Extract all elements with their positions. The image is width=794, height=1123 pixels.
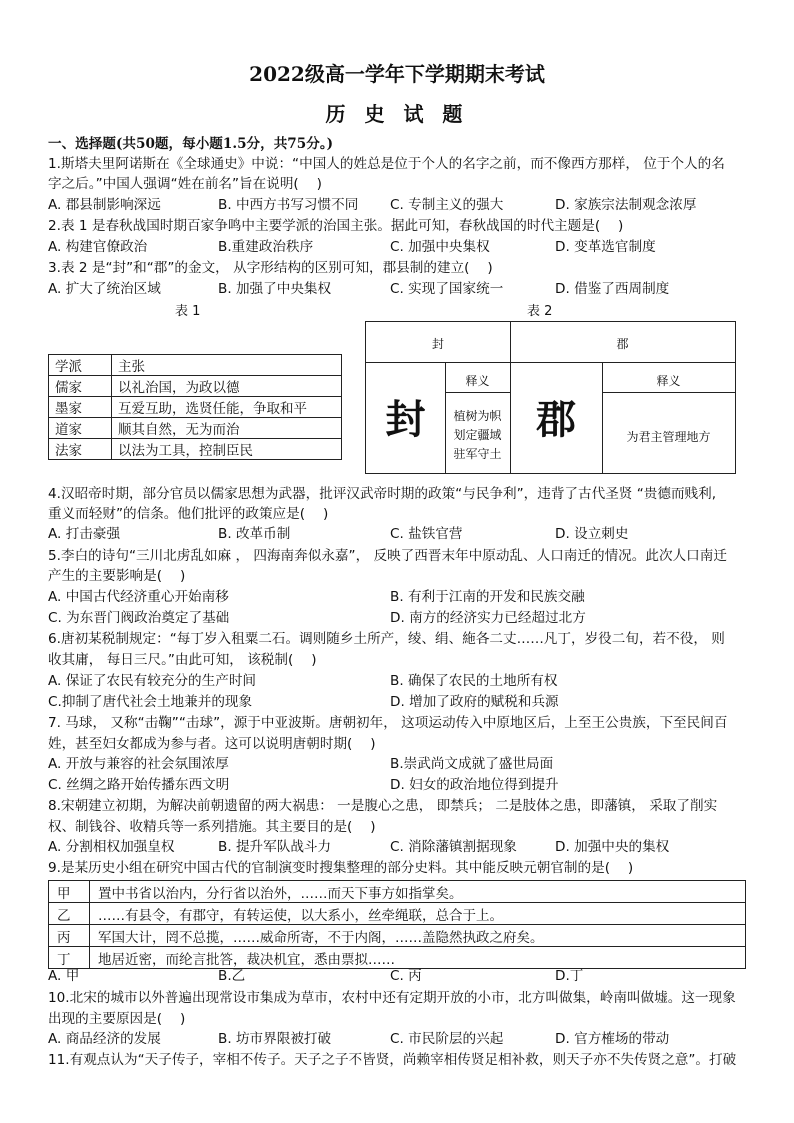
q1-stem-line1: 1.斯塔夫里阿诺斯在《全球通史》中说：“中国人的姓总是位于个人的名字之前，而不像西方那样， 位于个人的名	[48, 156, 725, 172]
q8-stem-line1: 8.宋朝建立初期，为解决前朝遗留的两大祸患： 一是腹心之患， 即禁兵； 二是肢体之患，即藩镇， 采取了削实	[48, 798, 718, 814]
q2-option-c: C. 加强中央集权	[390, 239, 490, 255]
q4-option-c: C. 盐铁官营	[390, 526, 463, 542]
q4-stem-line1: 4.汉昭帝时期，部分官员以儒家思想为武器，批评汉武帝时期的政策“与民争利”，违背了古代圣贤 “贵德而贱利,	[48, 486, 717, 502]
q2-stem: 2.表 1 是春秋战国时期百家争鸣中主要学派的治国主张。据此可知，春秋战国的时代主题是( )	[48, 218, 624, 234]
q3-option-d: D. 借鉴了西周制度	[555, 281, 670, 297]
q5-option-a: A. 中国古代经济重心开始南移	[48, 589, 229, 605]
table-cell: 顺其自然，无为而治	[112, 418, 342, 439]
q9-option-c: C. 丙	[390, 968, 422, 984]
table-row	[49, 925, 746, 947]
q5-option-c: C. 为东晋门阀政治奠定了基础	[48, 610, 230, 626]
table-divider	[366, 362, 735, 363]
q6-option-c: C.抑制了唐代社会土地兼并的现象	[48, 694, 253, 710]
q4-option-d: D. 设立刺史	[555, 526, 629, 542]
q7-option-a: A. 开放与兼容的社会氛围浓厚	[48, 756, 229, 772]
q2-option-a: A. 构建官僚政治	[48, 239, 148, 255]
q9-source-table	[48, 880, 746, 969]
q7-stem-line2: 姓，甚至妇女都成为参与者。这可以说明唐朝时期( )	[48, 736, 376, 752]
q6-stem-line1: 6.唐初某税制规定：“每丁岁入租粟二石。调则随乡土所产，绫、绢、絁各二丈……凡丁，岁役二旬，若不役， 则	[48, 631, 725, 647]
table-row	[49, 355, 342, 376]
q2-option-d: D. 变革选官制度	[555, 239, 656, 255]
q8-stem-line2: 权、制钱谷、收精兵等一系列措施。其主要目的是( )	[48, 819, 376, 835]
q1-stem-line2: 字之后。”中国人强调“姓在前名”旨在说明( )	[48, 176, 322, 192]
q5-option-b: B. 有利于江南的开发和民族交融	[390, 589, 585, 605]
table-cell: 儒家	[49, 376, 112, 397]
table-cell: 甲	[49, 881, 90, 903]
table-cell: 互爱互助，选贤任能，争取和平	[112, 397, 342, 418]
q8-option-c: C. 消除藩镇割据现象	[390, 839, 517, 855]
q5-stem-line2: 产生的主要影响是( )	[48, 568, 186, 584]
section-heading: 一、选择题(共50题，每小题1.5分，共75分。)	[48, 136, 334, 152]
q7-option-b: B.崇武尚文成就了盛世局面	[390, 756, 554, 772]
jun-meaning: 为君主管理地方	[626, 430, 711, 444]
exam-title: 2022级高一学年下学期期末考试	[249, 62, 545, 86]
q9-option-d: D.丁	[555, 968, 584, 984]
table1	[48, 354, 342, 460]
table-cell: 法家	[49, 439, 112, 460]
table1-caption: 表 1	[175, 304, 201, 319]
table-row	[49, 397, 342, 418]
exam-subtitle: 历 史 试 题	[325, 102, 469, 126]
q10-option-d: D. 官方榷场的带动	[555, 1031, 670, 1047]
q1-option-a: A. 郡县制影响深远	[48, 197, 161, 213]
table-row	[49, 439, 342, 460]
table-cell: 以礼治国，为政以德	[112, 376, 342, 397]
q3-option-b: B. 加强了中央集权	[218, 281, 332, 297]
q3-stem: 3.表 2 是“封”和“郡”的金文， 从字形结构的区别可知，郡县制的建立( )	[48, 260, 493, 276]
feng-meaning-line: 驻军守土	[453, 447, 502, 461]
table-row	[49, 881, 746, 903]
q6-option-d: D. 增加了政府的赋税和兵源	[390, 694, 559, 710]
table-cell: 丙	[49, 925, 90, 947]
q1-option-d: D. 家族宗法制观念浓厚	[555, 197, 697, 213]
table2-label: 释义	[656, 374, 681, 388]
table-cell: 学派	[49, 355, 112, 376]
q10-option-b: B. 坊市界限被打破	[218, 1031, 332, 1047]
q9-option-a: A. 甲	[48, 968, 80, 984]
feng-bronze-glyph: 封	[385, 396, 426, 443]
q5-stem-line1: 5.李白的诗句“三川北虏乱如麻 ， 四海南奔似永嘉”， 反映了西晋末年中原动乱、人口南迁的情况。此次人口南迁	[48, 548, 727, 564]
table-row	[49, 903, 746, 925]
table2	[365, 321, 736, 474]
table-row	[49, 376, 342, 397]
table-cell: 以法为工具，控制臣民	[112, 439, 342, 460]
q6-option-b: B. 确保了农民的土地所有权	[390, 673, 558, 689]
table-divider	[602, 392, 735, 393]
table-cell: 乙	[49, 903, 90, 925]
feng-meaning-line: 植树为帜	[453, 409, 502, 423]
jun-bronze-glyph: 郡	[536, 396, 576, 443]
q6-stem-line2: 收其庸， 每日三尺。”由此可知， 该税制( )	[48, 652, 317, 668]
q4-stem-line2: 重义而轻财”的信条。他们批评的政策应是( )	[48, 506, 329, 522]
q8-option-a: A. 分割相权加强皇权	[48, 839, 175, 855]
q8-option-b: B. 提升军队战斗力	[218, 839, 332, 855]
table-cell: 置中书省以治内，分行省以治外，……而天下事方如指掌矣。	[90, 881, 746, 903]
table-cell: 地居近密，而纶言批答，裁决机宜，悉由票拟……	[90, 947, 746, 969]
q3-option-c: C. 实现了国家统一	[390, 281, 504, 297]
q7-option-c: C. 丝绸之路开始传播东西文明	[48, 777, 230, 793]
q4-option-a: A. 打击豪强	[48, 526, 121, 542]
table-cell: 丁	[49, 947, 90, 969]
q11-stem-line1: 11.有观点认为“天子传子，宰相不传子。天子之子不皆贤，尚赖宰相传贤足相补救，则天子亦不失传贤之意”。打破	[48, 1052, 737, 1068]
q4-option-b: B. 改革币制	[218, 526, 291, 542]
q7-option-d: D. 妇女的政治地位得到提升	[390, 777, 559, 793]
q9-option-b: B.乙	[218, 968, 246, 984]
q3-option-a: A. 扩大了统治区域	[48, 281, 161, 297]
table-cell: 军国大计，罔不总揽，……威命所寄，不于内阁，……盖隐然执政之府矣。	[90, 925, 746, 947]
q1-option-b: B. 中西方书写习惯不同	[218, 197, 359, 213]
q2-option-b: B.重建政治秩序	[218, 239, 314, 255]
table-cell: 道家	[49, 418, 112, 439]
feng-meaning	[445, 407, 510, 464]
q10-option-c: C. 市民阶层的兴起	[390, 1031, 504, 1047]
feng-meaning-line: 划定疆域	[453, 428, 502, 442]
q10-stem-line2: 出现的主要原因是( )	[48, 1011, 186, 1027]
table2-caption: 表 2	[527, 304, 553, 319]
table-cell: 墨家	[49, 397, 112, 418]
q5-option-d: D. 南方的经济实力已经超过北方	[390, 610, 586, 626]
table-cell: ……有县令，有郡守，有转运使，以大系小，丝牵绳联，总合于上。	[90, 903, 746, 925]
q1-option-c: C. 专制主义的强大	[390, 197, 504, 213]
q8-option-d: D. 加强中央的集权	[555, 839, 670, 855]
table-divider	[445, 392, 510, 393]
table-row	[49, 418, 342, 439]
table2-label: 释义	[465, 374, 490, 388]
table-cell: 主张	[112, 355, 342, 376]
table2-header-jun: 郡	[616, 337, 629, 351]
q7-stem-line1: 7. 马球， 又称“击鞠”“击球”，源于中亚波斯。唐朝初年， 这项运动传入中原地区后，上至王公贵族，下至民间百	[48, 715, 728, 731]
q9-stem: 9.是某历史小组在研究中国古代的官制演变时搜集整理的部分史料。其中能反映元朝官制的是( )	[48, 860, 634, 876]
q10-option-a: A. 商品经济的发展	[48, 1031, 161, 1047]
table2-header-feng: 封	[431, 337, 444, 351]
q6-option-a: A. 保证了农民有较充分的生产时间	[48, 673, 257, 689]
q10-stem-line1: 10.北宋的城市以外普遍出现常设市集成为草市，农村中还有定期开放的小市，北方叫做集，岭南叫做墟。这一现象	[48, 990, 736, 1006]
